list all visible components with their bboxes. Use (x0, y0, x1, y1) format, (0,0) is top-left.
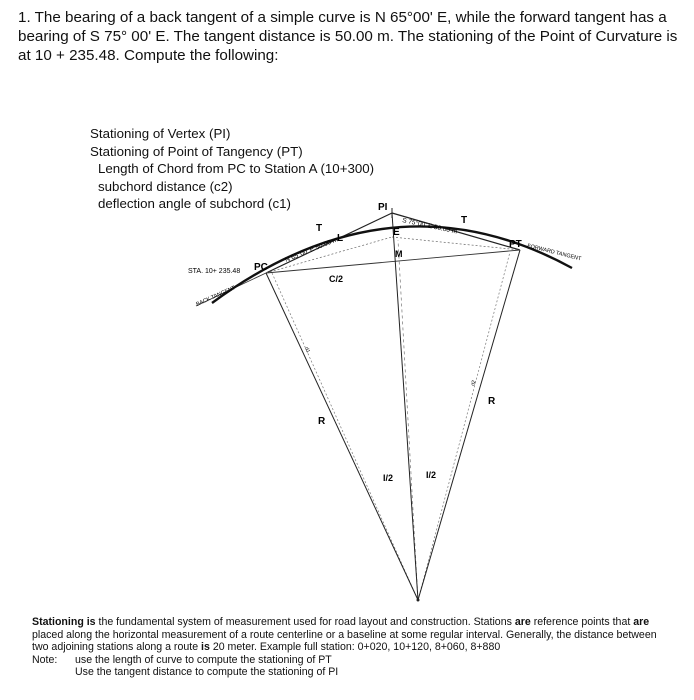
paragraph-run: are (633, 616, 650, 628)
half-angle-dash (398, 240, 418, 600)
half-angle-left-label: I/2 (383, 473, 394, 483)
task-item: Stationing of Vertex (PI) (90, 126, 231, 141)
center-point (417, 599, 420, 602)
task-item: deflection angle of subchord (c1) (98, 196, 291, 211)
pc-label: PC (254, 262, 268, 273)
angle-small-label: d2 (470, 379, 478, 387)
paragraph-run: the fundamental system of measurement used for road layout and construction. Stations (95, 616, 515, 628)
task-item: Stationing of Point of Tangency (PT) (90, 143, 303, 159)
e-label: E (393, 227, 400, 238)
note-label: Note: (32, 653, 58, 666)
chord-pc-center-dash (272, 273, 418, 600)
paragraph-run: reference points that (530, 616, 634, 628)
paragraph-run: Stationing is (32, 616, 96, 628)
note-row (32, 654, 672, 667)
problem-number: 1. (18, 9, 31, 26)
center-line (392, 213, 418, 600)
stationing-paragraph (32, 616, 672, 654)
note-line: Use the tangent distance to compute the stationing of PI (75, 666, 339, 679)
back-tangent-text: BACK TANGENT (195, 285, 237, 308)
pi-label: PI (378, 202, 388, 213)
radius-left (266, 273, 418, 600)
task-item: subchord distance (c2) (98, 178, 233, 194)
half-chord-label: C/2 (329, 274, 344, 284)
l-label: L (337, 233, 344, 244)
radius-right (418, 250, 520, 600)
notes-section (32, 616, 672, 679)
tangent-left-label: T (316, 223, 323, 234)
pt-dash (418, 252, 510, 600)
radius-left-label: R (318, 416, 326, 427)
tangent-right-label: T (461, 215, 468, 226)
half-angle-right-label: I/2 (426, 470, 437, 480)
note-line: use the length of curve to compute the stationing of PT (75, 653, 332, 666)
paragraph-run: 20 meter. Example full station: 0+020, 10+120, 8+060, 8+880 (209, 641, 501, 654)
task-item: Length of Chord from PC to Station A (10+300) (98, 161, 375, 176)
note-label-spacer (32, 666, 75, 679)
paragraph-run: placed along the horizontal measurement of a route centerline or a baseline at some regular interval. Generally, the distance between two adjoining stations along a route (32, 628, 657, 654)
pt-label: PT (509, 239, 522, 250)
paragraph-run: is (201, 641, 210, 654)
forward-bearing-label: S 75°00' E 50.00 m (401, 217, 458, 236)
note-row (32, 666, 672, 679)
paragraph-run: are (514, 616, 531, 628)
back-bearing-label: N 65°00' E 50.00 m (284, 236, 339, 264)
forward-tangent-text: FORWARD TANGENT (526, 243, 582, 263)
angle-small-left-label: d1 (303, 346, 311, 354)
station-label: STA. 10+ 235.48 (188, 268, 241, 275)
problem-text: The bearing of a back tangent of a simple curve is N 65°00' E, while the forward tangent has a bearing of S 75° 00' E. The tangent distance is 50.00 m. The stationing of the Point of Curvature is at 10 + 235.48. Compute the following: (18, 9, 678, 64)
m-label: M (395, 249, 403, 259)
radius-right-label: R (488, 396, 496, 407)
